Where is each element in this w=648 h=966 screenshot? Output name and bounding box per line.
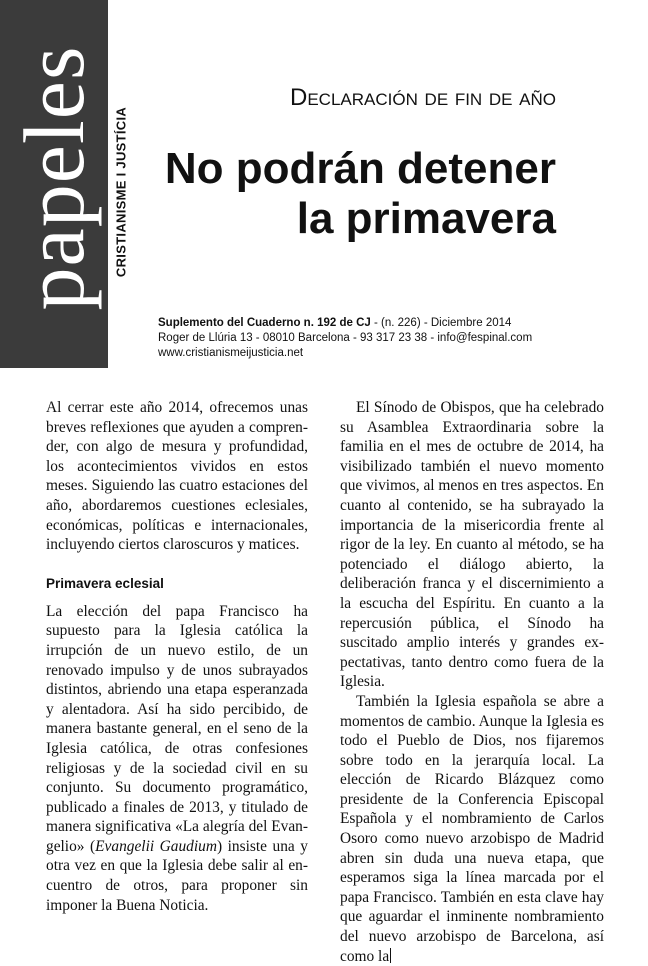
masthead-issue-line — [158, 316, 598, 331]
section-heading: Primavera eclesial — [46, 575, 164, 591]
italic-title: Evangelii Gaudium — [95, 837, 217, 855]
logo-sidebar — [0, 0, 108, 368]
masthead-issue-bold: Suplemento del Cuaderno n. 192 de CJ — [158, 317, 371, 329]
paragraph-text: También la Iglesia española se abre a momentos de cambio. Aunque la Iglesia es todo el Pueblo de Dios, nos fijaremos sobre todo en la jerarquía local. La elección de Ricardo Blázquez como presidente de la Conferencia Episcopal Española y el nombramiento de Carlos Osoro como nuevo arzobispo de Madrid abren sin duda una nueva etapa, que esperamos siga la línea marcada por el papa Francisco. También en esta clave hay que aguardar el inminente nombramiento del nuevo arzobispo de Barcelona, así como la — [340, 692, 604, 965]
body-paragraph — [340, 692, 604, 966]
text-cursor — [390, 948, 391, 963]
body-paragraph — [46, 602, 308, 916]
logo-wordmark: papeles — [6, 45, 102, 311]
paragraph-text: La elección del papa Francisco ha supuesto para la Iglesia católica la irrupción de un nuevo estilo, de un renovado impulso y de unos subrayados distintos, abriendo una etapa esperanzada y alentadora. Así ha sido percibido, de manera bastante general, en el seno de la Iglesia católica, de otras confesiones religiosas y de la sociedad civil en su conjunto. Su documento programático, publicado a finales de 2013, y titulado de manera significativa «La alegría del Evangelio» ( — [46, 602, 308, 855]
header-band — [0, 0, 604, 368]
masthead-address: Roger de Llúria 13 - 08010 Barcelona - 93 317 23 38 - info@fespinal.com — [158, 332, 533, 344]
text-column-left — [46, 398, 308, 915]
article-kicker: Declaración de fin de año — [290, 84, 556, 111]
masthead — [158, 316, 598, 361]
masthead-issue-rest: - (n. 226) - Diciembre 2014 — [370, 317, 512, 329]
body-paragraph: El Sínodo de Obispos, que ha celebrado su Asamblea Extraordinaria sobre la familia en el mes de octubre de 2014, ha visibilizado también el nuevo momento que vivimos, al menos en tres aspectos. En cuanto al contenido, se ha subrayado la importancia de la misericordia frente al rigor de la ley. En cuanto al método, se ha potenciado el diálogo abierto, la deliberación franca y el discernimiento a la escucha del Espíritu. En cuanto a la repercusión pública, el Sínodo ha suscitado amplio interés y grandes expectativas, tanto dentro como fuera de la Iglesia. — [340, 399, 604, 691]
paragraph-text: ) insiste una y otra vez en que la Iglesia debe salir al encuentro de otros, para proponer sin imponer la Buena Noticia. — [46, 837, 308, 914]
logo-subtitle: CRISTIANISME I JUSTÍCIA — [113, 106, 129, 278]
text-column-right — [340, 398, 604, 966]
masthead-website: www.cristianismeijusticia.net — [158, 347, 304, 359]
article-title: No podrán detener la primavera — [164, 144, 556, 243]
intro-paragraph: Al cerrar este año 2014, ofrecemos unas breves reflexiones que ayuden a comprender, con algo de mesura y profundidad, los acontecimientos vividos en estos meses. Siguiendo las cuatro estaciones del año, abordaremos cuestiones eclesiales, económicas, políticas e internacionales, incluyendo ciertos claroscuros y matices. — [46, 399, 308, 554]
